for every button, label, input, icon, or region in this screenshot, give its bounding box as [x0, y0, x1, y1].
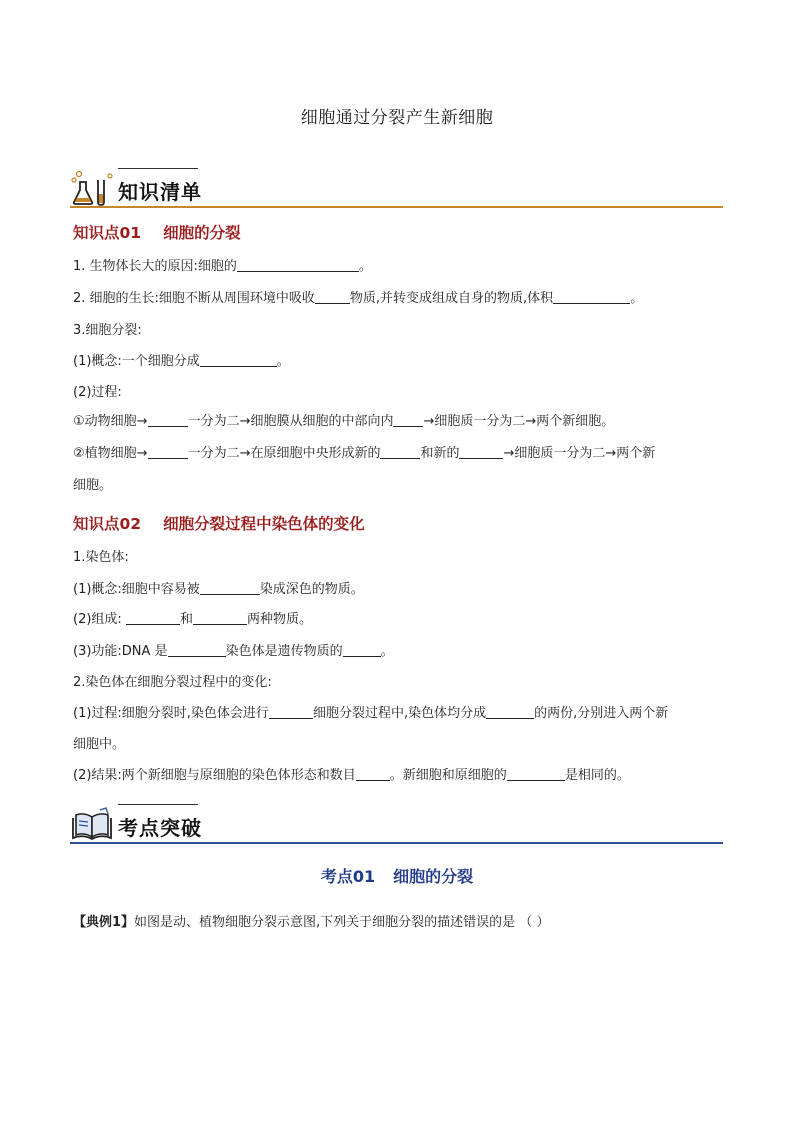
text: →细胞质一分为二→两个新细胞。	[423, 414, 615, 429]
text: 1. 生物体长大的原因:细胞的	[73, 259, 237, 274]
text: 。	[358, 259, 372, 274]
section-title-knowledge: 知识清单	[118, 180, 202, 204]
section-topline	[118, 168, 198, 169]
text: ②植物细胞→	[73, 446, 148, 461]
open-book-icon	[70, 806, 116, 842]
line-15	[73, 736, 733, 754]
text: 。	[380, 644, 394, 659]
fill-blank[interactable]	[126, 611, 180, 625]
text: 细胞。	[73, 478, 113, 493]
knowledge-point-1-heading	[73, 221, 241, 243]
text: 。	[630, 291, 644, 306]
text: (2)组成:	[73, 612, 126, 627]
text: (3)功能:DNA 是	[73, 644, 168, 659]
text: 2. 细胞的生长:细胞不断从周围环境中吸收	[73, 291, 315, 306]
line-6	[73, 413, 733, 431]
line-10	[73, 581, 733, 599]
section-header-exam	[70, 804, 723, 844]
fill-blank[interactable]	[269, 705, 313, 719]
text: 。	[276, 354, 290, 369]
fill-blank[interactable]	[148, 445, 188, 459]
line-4	[73, 353, 733, 371]
example-text: 如图是动、植物细胞分裂示意图,下列关于细胞分裂的描述错误的是 （ ）	[134, 915, 550, 930]
text: 。新细胞和原细胞的	[389, 768, 507, 783]
line-14	[73, 705, 733, 723]
example-tag: 【典例1】	[73, 915, 135, 930]
line-11	[73, 611, 733, 629]
text: 两种物质。	[246, 612, 312, 627]
line-8	[73, 477, 733, 495]
text: 物质,并转变成组成自身的物质,体积	[349, 291, 554, 306]
text: 3.细胞分裂:	[73, 323, 142, 338]
line-7	[73, 445, 733, 463]
text: (2)结果:两个新细胞与原细胞的染色体形态和数目	[73, 768, 356, 783]
kp1-number: 知识点01	[73, 224, 142, 242]
section-title-exam: 考点突破	[118, 816, 202, 840]
flask-icon	[70, 170, 116, 206]
kp2-title: 细胞分裂过程中染色体的变化	[163, 515, 365, 533]
fill-blank[interactable]	[459, 445, 503, 459]
kd1-number: 考点01	[320, 867, 376, 886]
line-3	[73, 322, 733, 340]
text: 一分为二→在原细胞中央形成新的	[187, 446, 381, 461]
text: 和新的	[420, 446, 460, 461]
fill-blank[interactable]	[393, 413, 423, 427]
section-header-knowledge	[70, 168, 723, 208]
fill-blank[interactable]	[148, 413, 188, 427]
text: 染色体是遗传物质的	[225, 644, 343, 659]
text: 2.染色体在细胞分裂过程中的变化:	[73, 675, 272, 690]
text: 的两份,分别进入两个新	[534, 706, 669, 721]
text: 1.染色体:	[73, 550, 129, 565]
text: 和	[179, 612, 193, 627]
fill-blank[interactable]	[315, 290, 350, 304]
fill-blank[interactable]	[200, 581, 260, 595]
text: 染成深色的物质。	[259, 582, 364, 597]
line-12	[73, 643, 733, 661]
section-topline	[118, 804, 198, 805]
section-rule	[70, 842, 723, 844]
text: 一分为二→细胞膜从细胞的中部向内	[187, 414, 394, 429]
example-1	[73, 911, 549, 930]
kp2-number: 知识点02	[73, 515, 142, 533]
text: 细胞分裂过程中,染色体均分成	[312, 706, 487, 721]
page-title: 细胞通过分裂产生新细胞	[300, 108, 494, 128]
fill-blank[interactable]	[507, 767, 565, 781]
text: (1)过程:细胞分裂时,染色体会进行	[73, 706, 269, 721]
fill-blank[interactable]	[237, 258, 359, 272]
kp1-title: 细胞的分裂	[163, 224, 241, 242]
text: (1)概念:一个细胞分成	[73, 354, 200, 369]
text: 细胞中。	[73, 737, 126, 752]
line-13	[73, 674, 733, 692]
exam-point-1-heading	[0, 864, 794, 887]
fill-blank[interactable]	[380, 445, 420, 459]
kd1-title: 细胞的分裂	[393, 867, 474, 886]
text: 是相同的。	[564, 768, 630, 783]
text: →细胞质一分为二→两个新	[503, 446, 656, 461]
fill-blank[interactable]	[168, 643, 226, 657]
text: ①动物细胞→	[73, 414, 148, 429]
fill-blank[interactable]	[200, 353, 277, 367]
fill-blank[interactable]	[193, 611, 247, 625]
line-16	[73, 767, 733, 785]
fill-blank[interactable]	[343, 643, 381, 657]
fill-blank[interactable]	[356, 767, 390, 781]
line-9	[73, 549, 733, 567]
line-1	[73, 258, 733, 276]
line-2	[73, 290, 733, 308]
fill-blank[interactable]	[486, 705, 534, 719]
line-5	[73, 384, 733, 402]
text: (2)过程:	[73, 385, 122, 400]
section-rule	[70, 206, 723, 208]
knowledge-point-2-heading	[73, 512, 365, 534]
fill-blank[interactable]	[553, 290, 630, 304]
text: (1)概念:细胞中容易被	[73, 582, 200, 597]
